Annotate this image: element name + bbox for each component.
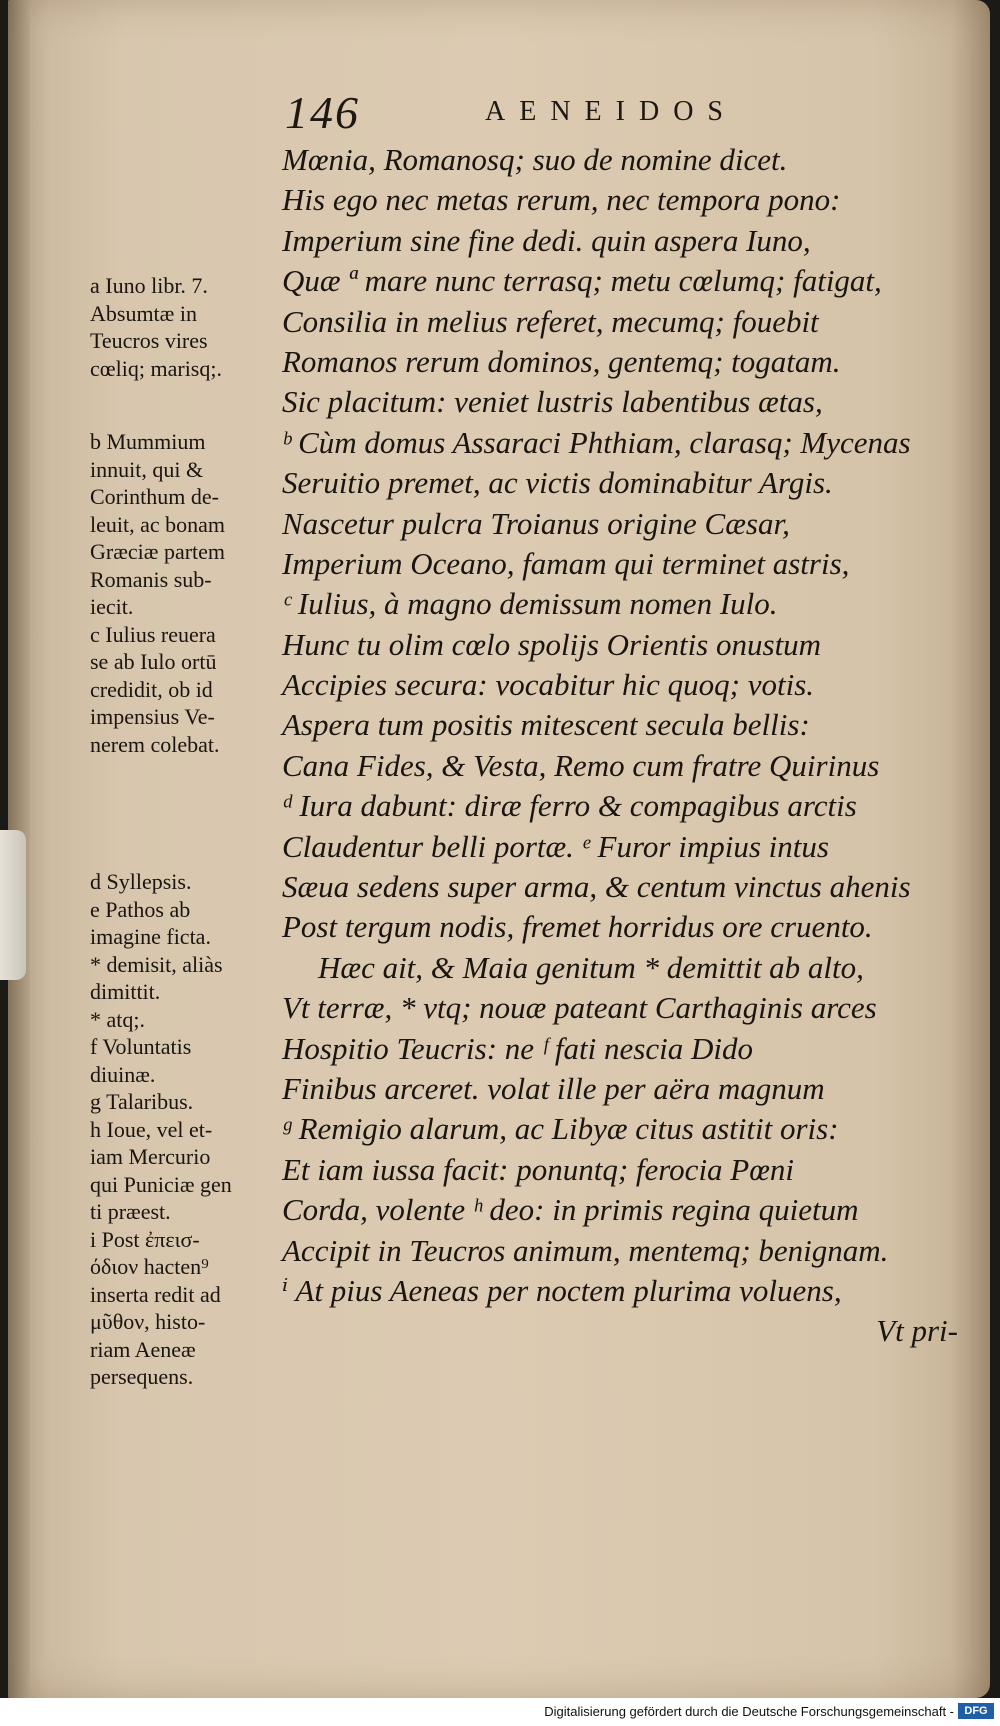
margin-note: leuit, ac bonam (90, 511, 226, 537)
verse-line: Hospitio Teucris: ne ᶠ fati nescia Dido (282, 1030, 753, 1066)
margin-note: credidit, ob id (90, 676, 213, 702)
verse-line: Imperium sine fine dedi. quin aspera Iuno, (282, 222, 811, 258)
margin-note: μῦθον, histo- (90, 1309, 206, 1334)
verse-line: ⁱ At pius Aeneas per noctem plurima voluens, (282, 1272, 842, 1308)
verse-line: Vt terræ, * vtq; nouæ pateant Carthaginis arces (282, 990, 877, 1026)
funding-credit: Digitalisierung gefördert durch die Deutsche Forschungsgemeinschaft - (544, 1704, 954, 1719)
verse-line: Accipit in Teucros animum, mentemq; benignam. (282, 1232, 889, 1268)
margin-note: όδιον hacten⁹ (90, 1254, 209, 1279)
margin-note: a Iuno libr. 7. (90, 273, 208, 298)
verse-line: Nascetur pulcra Troianus origine Cæsar, (282, 505, 790, 541)
verse-line: Hunc tu olim cœlo spolijs Orientis onustum (282, 626, 822, 662)
verse-line: His ego nec metas rerum, nec tempora pono: (282, 182, 841, 218)
verse-line: Post tergum nodis, fremet horridus ore cruento. (282, 909, 873, 945)
verse-line: Romanos rerum dominos, gentemq; togatam. (282, 343, 841, 379)
verse-line: Corda, volente ʰ deo: in primis regina quietum (282, 1192, 859, 1228)
margin-note: Corinthum de- (90, 484, 219, 509)
verse-line: Aspera tum positis mitescent secula bellis: (282, 707, 810, 743)
margin-note: Romanis sub- (90, 566, 212, 592)
verse-line: Imperium Oceano, famam qui terminet astris, (282, 545, 850, 581)
margin-note: i Post ἐπεισ- (90, 1226, 200, 1252)
verse-line: Seruitio premet, ac victis dominabitur Argis. (282, 465, 833, 501)
margin-note: Teucros vires (90, 328, 208, 353)
margin-note: Absumtæ in (90, 300, 197, 326)
margin-note: impensius Ve- (90, 704, 215, 729)
margin-note: imagine ficta. (90, 924, 211, 949)
margin-note: inserta redit ad (90, 1281, 221, 1307)
margin-note: g Talaribus. (90, 1089, 194, 1114)
verse-line: Sæua sedens super arma, & centum vinctus ahenis (282, 869, 911, 905)
verse-line: Accipies secura: vocabitur hic quoq; votis. (282, 667, 815, 703)
verse-line: Cana Fides, & Vesta, Remo cum fratre Quirinus (282, 747, 880, 783)
margin-note: persequens. (90, 1364, 194, 1389)
margin-note: c Iulius reuera (90, 621, 216, 647)
margin-note: * demisit, aliàs (90, 951, 223, 977)
digitization-footer (0, 1698, 1000, 1726)
margin-note: nerem colebat. (90, 731, 220, 757)
margin-note: cœliq; marisq;. (90, 355, 222, 381)
verse-line: ᵈ Iura dabunt: diræ ferro & compagibus arctis (282, 788, 857, 824)
margin-note: h Ioue, vel et- (90, 1116, 213, 1142)
page-number: 146 (285, 87, 360, 138)
margin-note: e Pathos ab (90, 896, 191, 922)
margin-note: innuit, qui & (90, 456, 204, 482)
verse-line: Sic placitum: veniet lustris labentibus ætas, (282, 384, 823, 420)
verse-line: Consilia in melius referet, mecumq; fouebit (282, 303, 819, 339)
verse-line: Claudentur belli portæ. ᵉ Furor impius intus (282, 828, 829, 864)
verse-line: Quæ ª mare nunc terrasq; metu cœlumq; fatigat, (282, 263, 882, 299)
margin-note: riam Aeneæ (90, 1336, 196, 1362)
verse-line: ᵍ Remigio alarum, ac Libyæ citus astitit oris: (282, 1111, 839, 1147)
margin-note: dimittit. (90, 979, 161, 1004)
verse-line: Et iam iussa facit: ponuntq; ferocia Pœni (282, 1151, 795, 1187)
margin-note: iam Mercurio (90, 1144, 211, 1169)
verse-line: Finibus arceret. volat ille per aëra magnum (282, 1070, 825, 1106)
dfg-logo-icon: DFG (958, 1703, 994, 1719)
margin-note: d Syllepsis. (90, 869, 192, 894)
margin-note: * atq;. (90, 1006, 145, 1032)
margin-note: Græciæ partem (90, 539, 226, 564)
verse-line: Mœnia, Romanosq; suo de nomine dicet. (282, 142, 788, 177)
verse-line: ᵇ Cùm domus Assaraci Phthiam, clarasq; Mycenas (282, 424, 911, 460)
margin-notes (90, 272, 280, 1391)
margin-note: f Voluntatis (90, 1034, 192, 1059)
page-tab-marker (0, 830, 26, 980)
running-title: AENEIDOS (485, 96, 737, 127)
margin-note: se ab Iulo ortū (90, 649, 217, 674)
verse-line: ᶜ Iulius, à magno demissum nomen Iulo. (282, 586, 778, 622)
margin-note: iecit. (90, 594, 134, 619)
catchword: Vt pri- (876, 1313, 958, 1349)
margin-note: ti præest. (90, 1199, 171, 1224)
margin-note: b Mummium (90, 429, 206, 454)
verse-block (282, 140, 982, 1352)
margin-note: diuinæ. (90, 1061, 156, 1087)
verse-line: Hæc ait, & Maia genitum * demittit ab alto, (318, 949, 864, 985)
margin-note: qui Puniciæ gen (90, 1171, 232, 1197)
